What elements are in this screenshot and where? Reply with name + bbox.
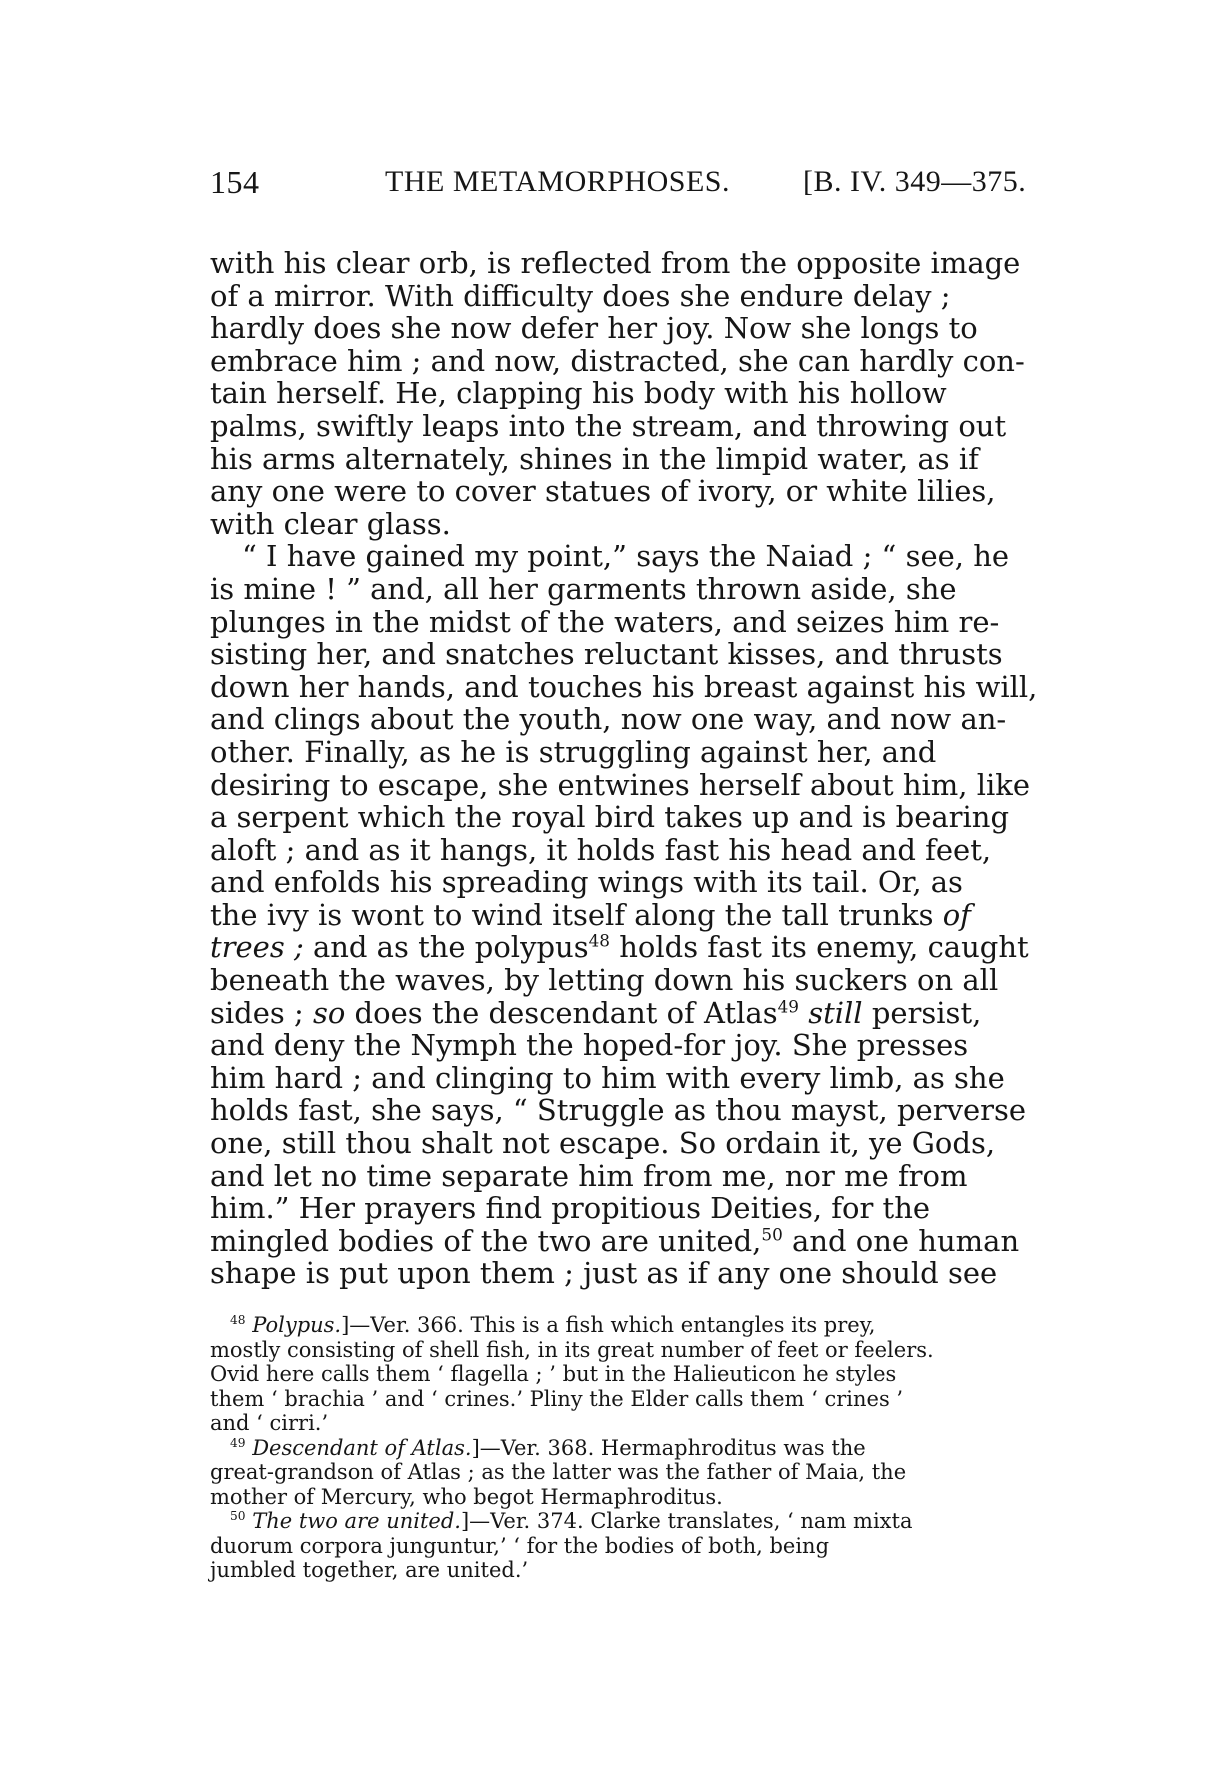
footnote-number: 49 — [230, 1435, 246, 1450]
footnote-line: Ovid here calls them ‘ flagella ; ’ but in the Halieuticon he styles — [210, 1362, 897, 1386]
footnote-number: 50 — [230, 1509, 246, 1523]
text-run: and one human — [792, 1223, 1020, 1258]
text-line: with clear glass. — [210, 506, 451, 541]
paragraph-start-line: “ I have gained my point,” says the Naiad ; “ see, he — [242, 539, 1010, 574]
page-number: 154 — [210, 164, 260, 200]
text-line: hardly does she now defer her joy. Now she longs to — [210, 311, 978, 346]
text-line: beneath the waves, by letting down his suckers on all — [210, 963, 999, 998]
footnote-line: and ‘ cirri.’ — [210, 1411, 329, 1435]
footnote-line: great-grandson of Atlas ; as the latter was the father of Maia, the — [210, 1460, 907, 1484]
text-line: a serpent which the royal bird takes up and is bearing — [210, 800, 1010, 835]
text-line: him hard ; and clinging to him with every limb, as she — [210, 1060, 1005, 1095]
book-line-reference: [B. IV. 349—375. — [803, 165, 1027, 198]
italic-run: still — [808, 995, 863, 1030]
italic-run: of — [942, 897, 971, 932]
footnote-text: ]—Ver. 374. Clarke translates, ‘ nam mixta — [460, 1509, 913, 1533]
footnote-text: ]—Ver. 368. Hermaphroditus was the — [471, 1435, 866, 1460]
text-line — [210, 931, 1100, 964]
text-line — [210, 1225, 1100, 1258]
running-header — [210, 162, 1110, 206]
footnote-line: mother of Mercury, who begot Hermaphroditus. — [210, 1484, 723, 1509]
text-line: down her hands, and touches his breast against his will, — [210, 669, 1038, 704]
running-title: THE METAMORPHOSES. — [385, 165, 730, 198]
text-line: one, still thou shalt not escape. So ordain it, ye Gods, — [210, 1126, 996, 1161]
text-line: and deny the Nymph the hoped-for joy. She presses — [210, 1028, 969, 1063]
text-line: of a mirror. With difficulty does she endure delay ; — [210, 278, 951, 313]
text-line: desiring to escape, she entwines herself about him, like — [210, 767, 1031, 802]
text-line: holds fast, she says, “ Struggle as thou mayst, perverse — [210, 1093, 1027, 1128]
text-line — [210, 899, 1100, 932]
text-run: persist, — [871, 995, 982, 1030]
footnote-lemma: Polypus. — [252, 1313, 342, 1337]
footnote-ref-48: 48 — [588, 930, 610, 951]
text-line: his arms alternately, shines in the limpid water, as if — [210, 441, 979, 476]
footnote-text: ]—Ver. 366. This is a fish which entangles its prey, — [341, 1313, 876, 1337]
text-line: embrace him ; and now, distracted, she can hardly con- — [210, 343, 1025, 378]
text-run: sides ; — [210, 995, 304, 1030]
text-line: palms, swiftly leaps into the stream, and throwing out — [210, 408, 1007, 443]
footnote-ref-49: 49 — [777, 996, 799, 1016]
text-line: him.” Her prayers find propitious Deities, for the — [210, 1191, 931, 1226]
text-line — [210, 997, 1100, 1030]
text-line: and let no time separate him from me, nor me from — [210, 1158, 968, 1193]
footnote-line: jumbled together, are united.’ — [210, 1558, 529, 1582]
footnote-lemma: The two are united. — [252, 1509, 461, 1533]
footnote-lemma: Descendant of Atlas. — [252, 1435, 472, 1460]
text-line: with his clear orb, is reflected from the opposite image — [210, 246, 1021, 280]
text-run: and as the polypus — [312, 930, 589, 965]
text-line: and enfolds his spreading wings with its tail. Or, as — [210, 865, 963, 900]
text-run: holds fast its enemy, caught — [619, 930, 1029, 965]
italic-run: so — [312, 995, 346, 1030]
footnote-number: 48 — [230, 1313, 246, 1327]
text-line: sisting her, and snatches reluctant kisses, and thrusts — [210, 637, 1003, 672]
footnotes — [210, 1313, 1100, 1583]
text-run: does the descendant of Atlas — [354, 995, 778, 1030]
text-line: shape is put upon them ; just as if any one should see — [210, 1256, 998, 1291]
text-line: is mine ! ” and, all her garments thrown aside, she — [210, 571, 957, 606]
footnote-49 — [210, 1436, 1100, 1461]
italic-run: trees ; — [210, 930, 304, 965]
main-text — [210, 247, 1100, 1290]
text-run: the ivy is wont to wind itself along the tall trunks — [210, 897, 934, 932]
footnote-ref-50: 50 — [761, 1224, 783, 1245]
text-line: other. Finally, as he is struggling against her, and — [210, 734, 937, 769]
footnote-50 — [210, 1509, 1100, 1534]
footnote-line: mostly consisting of shell fish, in its great number of feet or feelers. — [210, 1337, 934, 1362]
text-run: mingled bodies of the two are united, — [210, 1223, 762, 1258]
text-line: any one were to cover statues of ivory, or white lilies, — [210, 474, 996, 509]
text-line: aloft ; and as it hangs, it holds fast his head and feet, — [210, 832, 992, 867]
footnote-48 — [210, 1313, 1100, 1338]
text-line: and clings about the youth, now one way, and now an- — [210, 702, 1007, 737]
footnote-line: duorum corpora junguntur,’ ‘ for the bodies of both, being — [210, 1533, 830, 1558]
text-line: tain herself. He, clapping his body with his hollow — [210, 376, 947, 411]
text-line: plunges in the midst of the waters, and seizes him re- — [210, 604, 1000, 639]
footnote-line: them ‘ brachia ’ and ‘ crines.’ Pliny the Elder calls them ‘ crines ’ — [210, 1386, 904, 1411]
